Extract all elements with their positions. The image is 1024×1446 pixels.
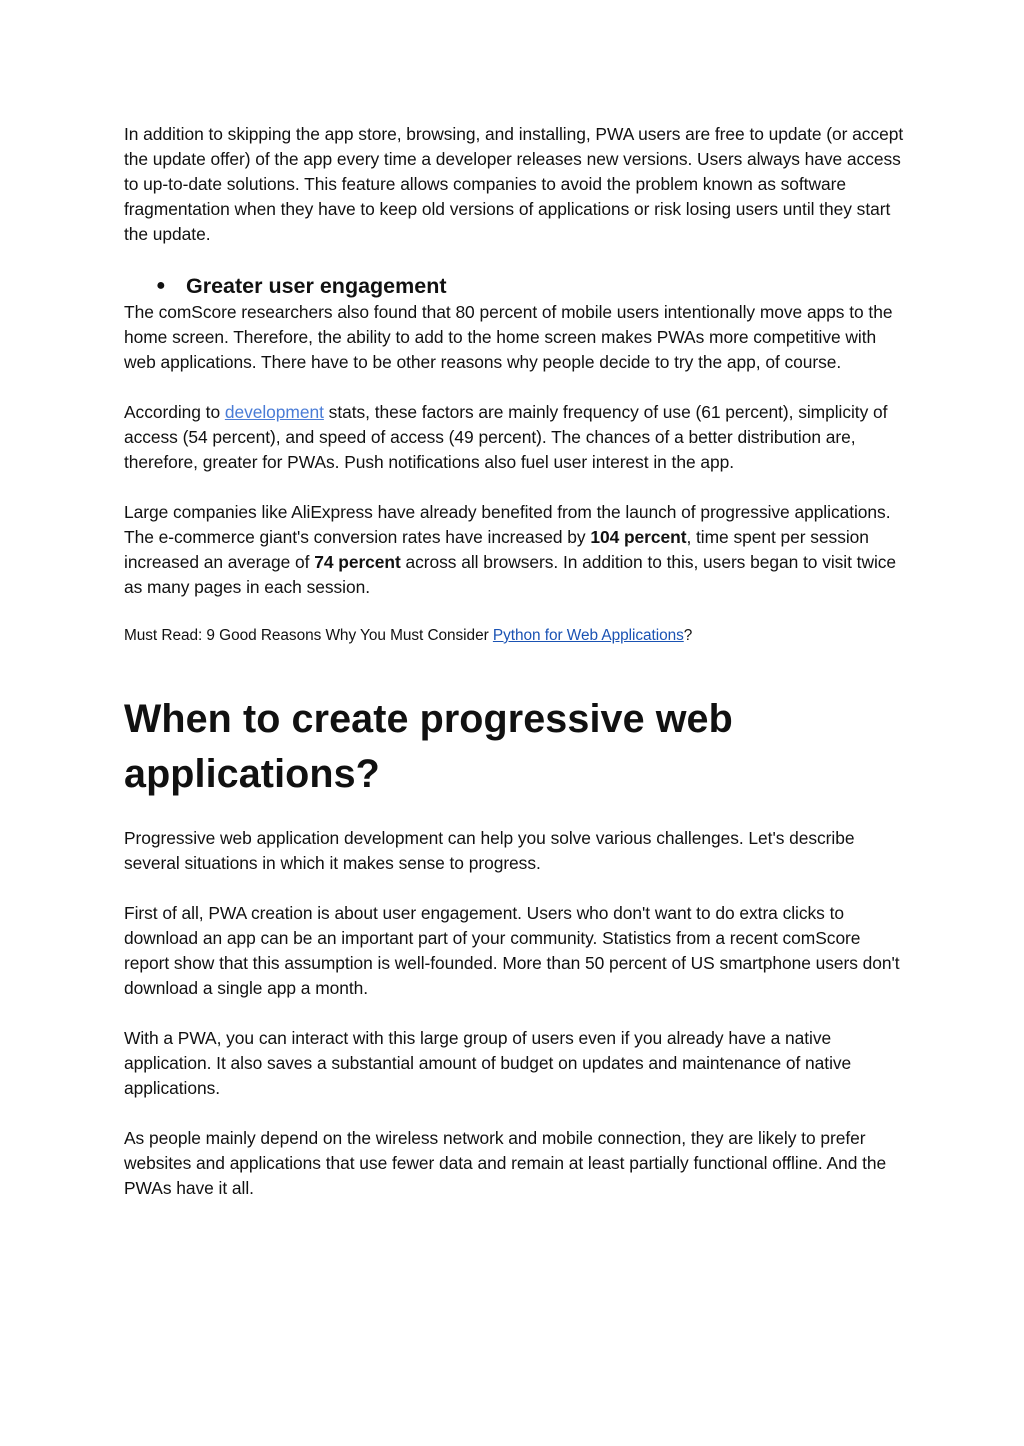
paragraph-text: According to bbox=[124, 402, 225, 422]
bold-stat-104: 104 percent bbox=[590, 527, 687, 547]
must-read-line bbox=[124, 625, 904, 647]
paragraph-text: Large companies like AliExpress have already benefited from the launch of progressive applications. The e-commerce giant's conversion rates have increased by bbox=[124, 502, 891, 547]
python-web-applications-link[interactable]: Python for Web Applications bbox=[492, 627, 684, 644]
paragraph-text: across all browsers. In addition to this, users began to visit twice as many pages in each session. bbox=[124, 552, 897, 597]
paragraph-development-stats bbox=[124, 400, 904, 475]
paragraph-text: stats, these factors are mainly frequency of use (61 percent), simplicity of access (54 percent), and speed of access (49 percent). The chances of a better distribution are, therefore, greater for PWAs. Push notifications also fuel user interest in the app. bbox=[124, 402, 888, 472]
paragraph-text: , time spent per session increased an average of bbox=[124, 527, 869, 572]
document-page bbox=[124, 122, 904, 1201]
bullet-heading-text: Greater user engagement bbox=[186, 274, 447, 298]
bold-stat-74: 74 percent bbox=[314, 552, 401, 572]
section-heading: When to create progressive web applications? bbox=[124, 697, 733, 796]
bullet-heading-engagement bbox=[0, 272, 904, 300]
paragraph-user-engagement: First of all, PWA creation is about user engagement. Users who don't want to do extra clicks to download an app can be an important part of your community. Statistics from a recent comScore report show that this assumption is well-founded. More than 50 percent of US smartphone users don't download a single app a month. bbox=[124, 903, 900, 998]
must-read-suffix: ? bbox=[683, 627, 693, 644]
paragraph-aliexpress bbox=[124, 500, 904, 600]
must-read-text: Must Read: 9 Good Reasons Why You Must Consider bbox=[124, 627, 493, 644]
bullet-dot-icon: ● bbox=[156, 277, 166, 294]
paragraph-offline: As people mainly depend on the wireless network and mobile connection, they are likely to prefer websites and applications that use fewer data and remain at least partially functional offline. And the PWAs have it all. bbox=[124, 1128, 887, 1198]
paragraph-updates: In addition to skipping the app store, browsing, and installing, PWA users are free to update (or accept the update offer) of the app every time a developer releases new versions. Users always have access to up-to-date solutions. This feature allows companies to avoid the problem known as software fragmentation when they have to keep old versions of applications or risk losing users until they start the update. bbox=[124, 124, 904, 244]
paragraph-comscore: The comScore researchers also found that 80 percent of mobile users intentionally move apps to the home screen. Therefore, the ability to add to the home screen makes PWAs more competitive with web applications. There have to be other reasons why people decide to try the app, of course. bbox=[124, 302, 893, 372]
paragraph-native-apps: With a PWA, you can interact with this large group of users even if you already have a native application. It also saves a substantial amount of budget on updates and maintenance of native applications. bbox=[124, 1028, 852, 1098]
development-link[interactable]: development bbox=[224, 402, 324, 422]
paragraph-challenges: Progressive web application development can help you solve various challenges. Let's describe several situations in which it makes sense to progress. bbox=[124, 828, 855, 873]
